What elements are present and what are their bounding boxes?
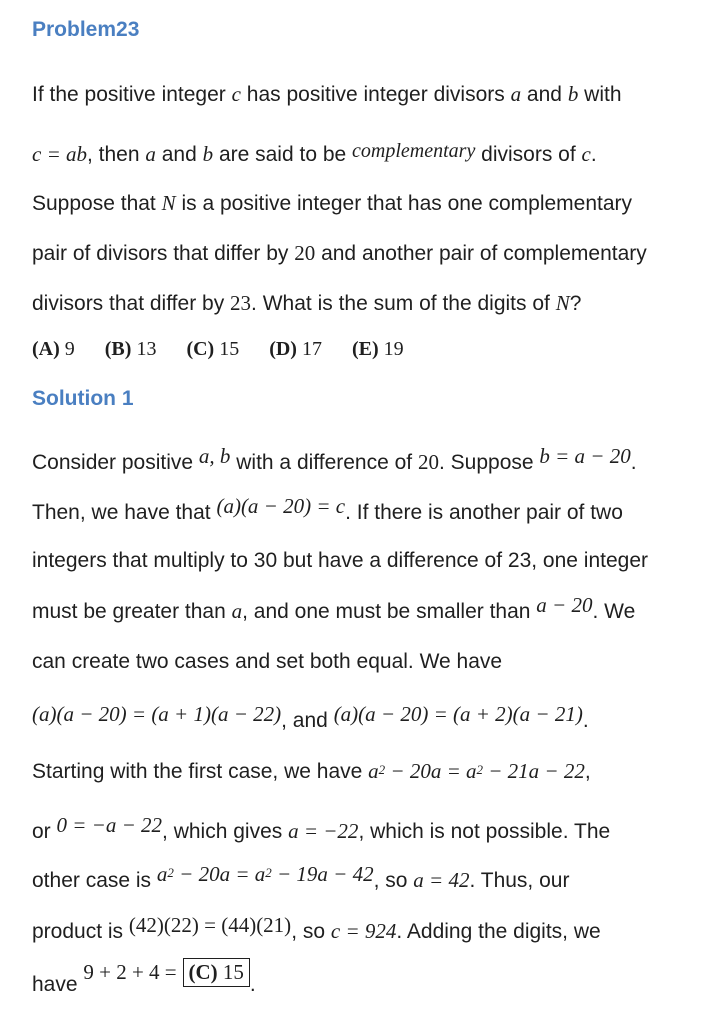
text: with a difference of [230, 451, 418, 474]
choice-c: (C) 15 [186, 338, 240, 360]
text: , then [87, 143, 146, 166]
math-expression: $a^2 - 20a = a^2 - 21a - 22$ [368, 759, 585, 783]
math: a − 20 [536, 593, 593, 617]
math: 9 + 2 + 4 = [83, 960, 177, 984]
solution-line-1 [32, 444, 637, 477]
solution-line-7 [32, 757, 591, 788]
text: pair of divisors that differ by [32, 242, 295, 265]
text: Suppose that [32, 192, 162, 215]
math: a [510, 82, 522, 106]
text: . If there is another pair of two [345, 501, 623, 524]
math: 0 = −a − 22 [56, 813, 163, 837]
text: , so [291, 920, 331, 943]
solution-line-10 [32, 913, 601, 946]
math: a [231, 599, 243, 623]
text: . Adding the digits, we [396, 920, 601, 943]
problem-line-3 [32, 189, 632, 218]
solution-line-4 [32, 593, 636, 626]
math: b [567, 82, 579, 106]
math: c = 924 [330, 919, 397, 943]
text: other case is [32, 869, 157, 892]
text: or [32, 820, 57, 843]
math: a = −22 [288, 819, 359, 843]
text: Then, we have that [32, 501, 217, 524]
emphasized-term: complementary [352, 140, 476, 162]
math: 23 [230, 291, 252, 315]
text: and [155, 143, 203, 166]
text: If the positive integer [32, 83, 232, 106]
boxed-answer: (C) 15 [183, 958, 250, 987]
text: . Thus, our [469, 869, 570, 892]
math: a = 42 [413, 868, 470, 892]
solution-line-8 [32, 813, 611, 846]
math: (42)(22) = (44)(21) [128, 913, 292, 937]
text: . [582, 709, 589, 732]
math: c [231, 82, 241, 106]
text: and [521, 83, 568, 106]
solution-line-9 [32, 862, 570, 897]
problem-line-1 [32, 80, 622, 109]
choice-d: (D) 17 [269, 338, 322, 360]
solution-line-5 [32, 648, 502, 676]
text: ? [569, 292, 582, 315]
problem-line-2 [32, 140, 597, 169]
text: , so [373, 869, 414, 892]
math: N [555, 291, 570, 315]
choice-b: (B) 13 [104, 338, 157, 360]
text: product is [32, 920, 129, 943]
problem-line-4 [32, 239, 647, 268]
text: divisors that differ by [32, 292, 231, 315]
text: with [578, 83, 622, 106]
text: is a positive integer that has one complementary [175, 192, 633, 215]
math: b [202, 142, 214, 166]
math: b = a − 20 [539, 444, 631, 468]
text: has positive integer divisors [240, 83, 511, 106]
solution-line-6 [32, 702, 589, 735]
math: (a)(a − 20) = (a + 1)(a − 22) [32, 702, 282, 726]
solution-line-11 [32, 960, 256, 999]
text: are said to be [213, 143, 353, 166]
problem-line-5 [32, 289, 581, 318]
text: . What is the sum of the digits of [251, 292, 556, 315]
answer-choices [32, 338, 434, 361]
math: c = ab [32, 142, 87, 166]
text: must be greater than [32, 600, 232, 623]
text: and another pair of complementary [315, 242, 647, 265]
text: . We [592, 600, 636, 623]
math-expression: $a^2 - 20a = a^2 - 19a - 42$ [156, 862, 374, 886]
text: . [630, 451, 637, 474]
math: N [161, 191, 176, 215]
text: have [32, 973, 84, 996]
text: Consider positive [32, 451, 199, 474]
solution-title: Solution 1 [32, 387, 134, 410]
text: . Suppose [438, 451, 540, 474]
text: , and [281, 709, 334, 732]
text: Starting with the first case, we have [32, 760, 369, 783]
text: , which gives [162, 820, 289, 843]
text: can create two cases and set both equal. We have [32, 650, 503, 673]
text: , and one must be smaller than [242, 600, 537, 623]
math: a, b [198, 444, 231, 468]
text: . [249, 973, 256, 996]
math: (a)(a − 20) = c [216, 494, 346, 518]
text: , which is not possible. The [358, 820, 611, 843]
text: . [590, 143, 597, 166]
choice-a: (A) 9 [32, 338, 75, 360]
text: integers that multiply to 30 but have a difference of 23, one integer [32, 549, 649, 572]
math: 20 [294, 241, 316, 265]
math: a [145, 142, 156, 166]
solution-line-2 [32, 494, 623, 527]
math: c [581, 142, 591, 166]
math: 20 [417, 450, 439, 474]
math: (a)(a − 20) = (a + 2)(a − 21) [333, 702, 583, 726]
problem-title: Problem23 [32, 18, 140, 41]
text: , [584, 760, 591, 783]
text: divisors of [475, 143, 582, 166]
choice-e: (E) 19 [351, 338, 404, 360]
solution-line-3 [32, 547, 648, 575]
